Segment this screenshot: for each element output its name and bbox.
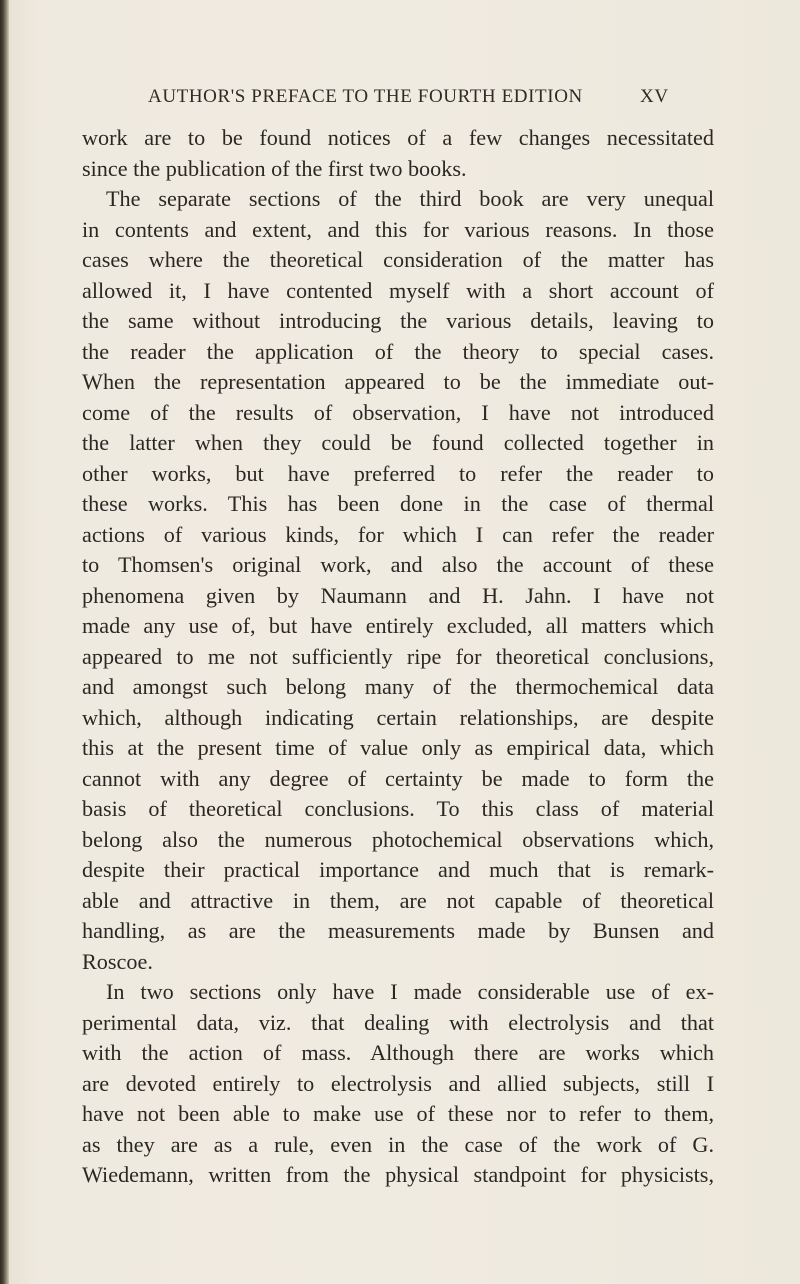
- text-line: have not been able to make use of these nor to refer to them,: [82, 1101, 714, 1126]
- text-line: this at the present time of value only as empirical data, which: [82, 735, 714, 760]
- text-line: to Thomsen's original work, and also the account of these: [82, 552, 714, 577]
- text-line: the latter when they could be found collected together in: [82, 430, 714, 455]
- text-line: work are to be found notices of a few changes necessitated: [82, 125, 714, 150]
- text-line: in contents and extent, and this for various reasons. In those: [82, 216, 714, 242]
- text-line: cases where the theoretical consideration of the matter has: [82, 247, 714, 272]
- text-line: basis of theoretical conclusions. To this class of material: [82, 796, 714, 821]
- body-text: [82, 123, 714, 1191]
- text-line: which, although indicating certain relationships, are despite: [82, 704, 714, 730]
- running-title: AUTHOR'S PREFACE TO THE FOURTH EDITION: [148, 86, 583, 107]
- text-line: appeared to me not sufficiently ripe for theoretical conclusions,: [82, 643, 714, 669]
- text-line: despite their practical importance and much that is remark-: [82, 857, 714, 882]
- text-line: phenomena given by Naumann and H. Jahn. I have not: [82, 582, 714, 608]
- text-line: these works. This has been done in the case of thermal: [82, 491, 714, 516]
- text-line: Wiedemann, written from the physical standpoint for physicists,: [82, 1162, 714, 1187]
- text-line: as they are as a rule, even in the case of the work of G.: [82, 1131, 714, 1157]
- text-line: allowed it, I have contented myself with a short account of: [82, 277, 714, 303]
- text-line: handling, as are the measurements made by Bunsen and: [82, 918, 714, 943]
- text-line: Roscoe.: [82, 948, 153, 974]
- text-line: come of the results of observation, I have not introduced: [82, 399, 714, 425]
- text-line: the same without introducing the various details, leaving to: [82, 308, 714, 333]
- text-line: are devoted entirely to electrolysis and allied subjects, still I: [82, 1070, 714, 1096]
- text-line: cannot with any degree of certainty be made to form the: [82, 765, 714, 791]
- text-line: since the publication of the first two books.: [82, 155, 467, 181]
- text-line: actions of various kinds, for which I can refer the reader: [82, 521, 714, 547]
- text-line: and amongst such belong many of the thermochemical data: [82, 674, 714, 699]
- page-gutter-shadow: [0, 0, 9, 1284]
- text-line: with the action of mass. Although there are works which: [82, 1040, 714, 1065]
- text-line: The separate sections of the third book are very unequal: [106, 186, 714, 211]
- page-number: XV: [640, 86, 669, 107]
- text-line: able and attractive in them, are not capable of theoretical: [82, 887, 714, 913]
- text-line: perimental data, viz. that dealing with electrolysis and that: [82, 1009, 714, 1035]
- text-line: the reader the application of the theory to special cases.: [82, 338, 714, 364]
- text-line: made any use of, but have entirely excluded, all matters which: [82, 613, 714, 638]
- text-line: belong also the numerous photochemical observations which,: [82, 826, 714, 852]
- text-line: other works, but have preferred to refer the reader to: [82, 460, 714, 486]
- text-line: When the representation appeared to be the immediate out-: [82, 369, 714, 394]
- text-line: In two sections only have I made considerable use of ex-: [106, 979, 714, 1004]
